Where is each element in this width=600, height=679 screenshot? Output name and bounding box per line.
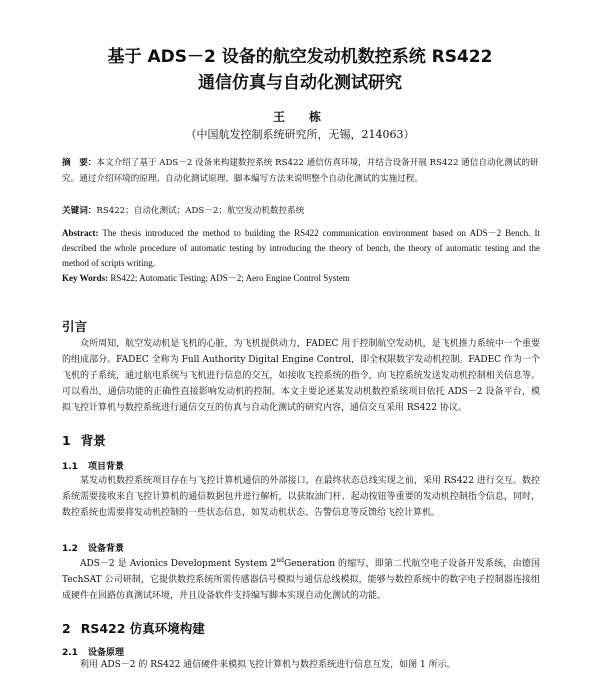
section-2-title: RS422 仿真环境构建 [80, 621, 205, 636]
subsection-2-1-para: 利用 ADS－2 的 RS422 通信硬件来模拟飞控计算机与数控系统进行信息互发，如图 1 所示。 [80, 660, 456, 670]
subsection-1-1-title: 项目背景 [87, 462, 124, 472]
abstract-en-body [62, 226, 540, 271]
paper-title-line1: 基于 ADS－2 设备的航空发动机数控系统 RS422 [107, 47, 493, 67]
abstract-zh-text: 本文介绍了基于 ADS－2 设备来构建数控系统 RS422 通信仿真环境，并结合设备开展 RS422 通信自动化测试的研究。通过介绍环境的原理、自动化测试原理、脚本编写方法来说明整个自动化测试的实施过程。 [62, 158, 539, 184]
abstract-zh [62, 156, 540, 187]
section-1-number: 1 [62, 433, 71, 448]
subsection-1-1-heading [62, 459, 124, 472]
keywords-zh [62, 204, 540, 220]
section-1-heading [62, 431, 106, 449]
superscript-nd: nd [276, 557, 284, 564]
abstract-en [62, 226, 540, 286]
abstract-zh-label: 摘 要： [62, 158, 97, 168]
subsection-1-2-title: 设备背景 [87, 544, 124, 554]
subsection-1-2-para-rest: Generation 的缩写，即第二代航空电子设备开发系统，由德国 TechSAT 公司研制，它提供数控系统所需传感器信号模拟与通信总线模拟，能够与数控系统中的数字电子控制器连接组成硬件在回路仿真测试环境，并且设备软件支持编写脚本实现自动化测试的功能。 [62, 559, 540, 601]
keywords-en-text: RS422; Automatic Testing; ADS－2; Aero Engine Control System [108, 273, 350, 283]
subsection-1-2-number: 1.2 [62, 544, 78, 554]
section-2-number: 2 [62, 621, 71, 636]
subsection-1-1-number: 1.1 [62, 462, 78, 472]
subsection-1-2-para-start: ADS－2 是 Avionics Development System 2 [80, 559, 277, 569]
subsection-1-1-para: 某发动机数控系统项目存在与飞控计算机通信的外部接口，在最终状态总线实现之前，采用 RS422 进行交互。数控系统需要接收来自飞控计算机的通信数据包并进行解析，以获取油门杆、起动按钮等重要的发动机控制指令信息，同时，数控系统也需要将发动机控制的一些状态信息，如发动机状态、告警信息等反馈给飞控计算机。 [62, 476, 540, 518]
keywords-en-label: Key Words: [62, 273, 109, 283]
keywords-zh-text: RS422；自动化测试；ADS－2；航空发动机数控系统 [96, 206, 305, 216]
abstract-en-label: Abstract: [62, 228, 99, 238]
keywords-zh-label: 关键词： [62, 206, 97, 216]
author-name: 王 栋 [272, 110, 327, 124]
abstract-en-text: The thesis introduced the method to building the RS422 communication environment based on ADS－2 Bench. It described the whole procedure of automatic testing by introducing the theory of bench, the theory of automatic testing and the method of scripts writing. [62, 228, 540, 268]
keywords-en [62, 271, 540, 286]
author-affiliation: （中国航发控制系统研究所，无锡，214063） [185, 128, 415, 141]
section-intro-heading: 引言 [62, 319, 88, 334]
section-1-title: 背景 [80, 433, 106, 448]
paper-title-line2: 通信仿真与自动化测试研究 [198, 73, 402, 93]
subsection-2-1-number: 2.1 [62, 648, 78, 658]
subsection-1-2-para [62, 553, 540, 604]
section-2-heading [62, 619, 205, 637]
section-intro-para: 众所周知，航空发动机是飞机的心脏，为飞机提供动力，FADEC 用于控制航空发动机，是飞机推力系统中一个重要的组成部分。FADEC 全称为 Full Authority Digital Engine Control，即全权限数字发动机控制。FADEC 作为一个飞机的子系统，通过航电系统与飞机进行信息的交互，如接收飞控系统的指令，向飞控系统发送发动机控制相关信息等。可以看出，通信功能的正确性直接影响发动机的控制。本文主要论述某发动机数控系统项目依托 ADS－2 设备平台，模拟飞控计算机与数控系统进行通信交互的仿真与自动化测试的研究内容，通信交互采用 RS422 协议。 [62, 339, 540, 413]
subsection-2-1-title: 设备原理 [87, 648, 124, 658]
